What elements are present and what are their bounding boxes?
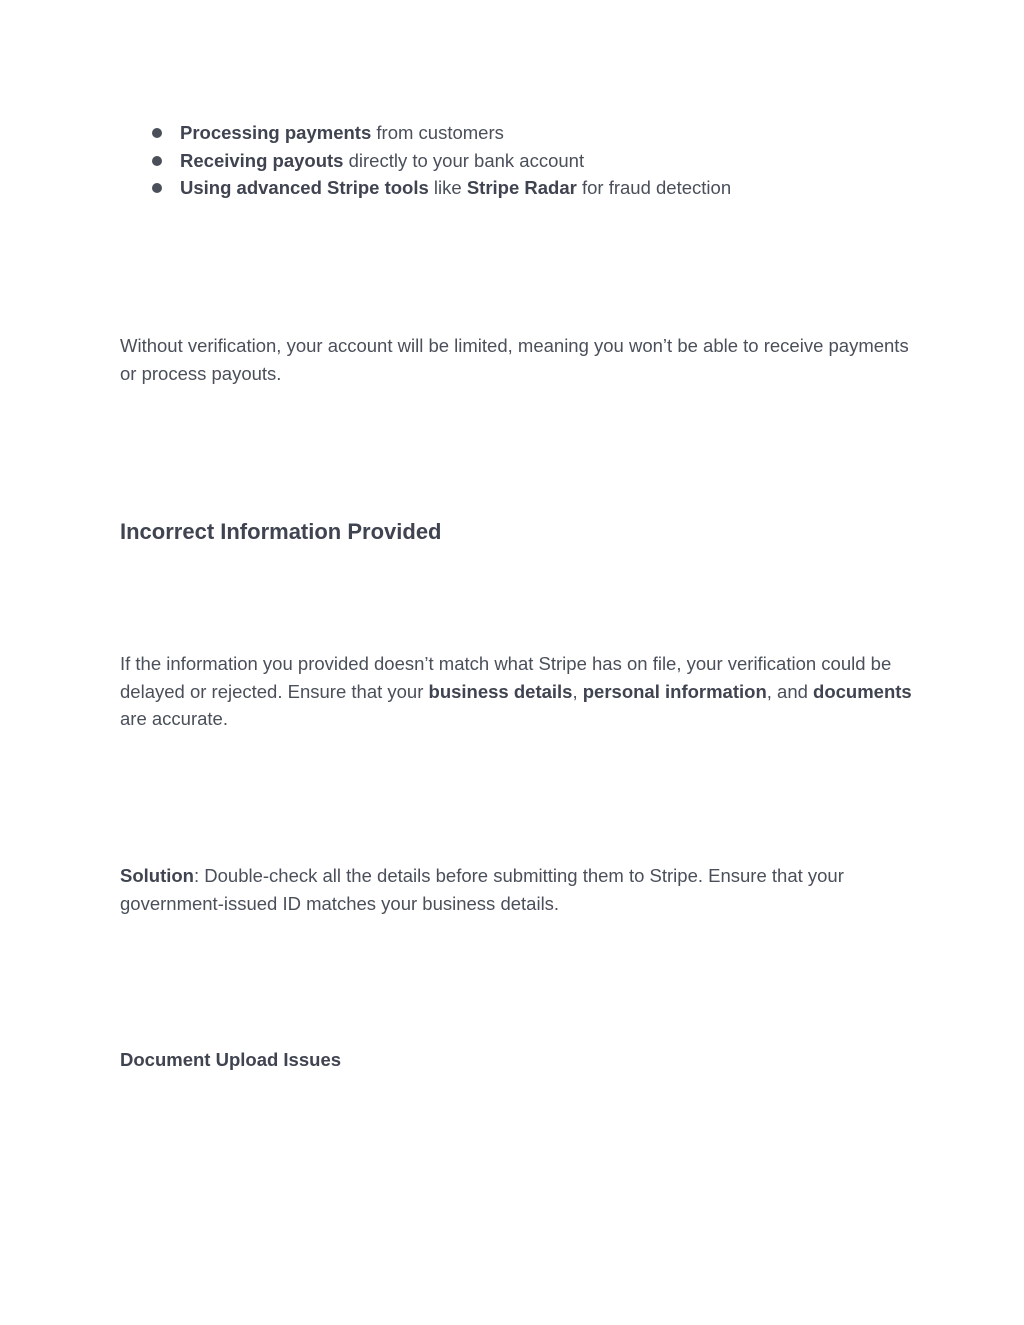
- bullet-icon: [152, 156, 162, 166]
- list-item: [120, 147, 920, 175]
- limited-account-paragraph: Without verification, your account will be limited, meaning you won’t be able to receive payments or process payouts.: [120, 335, 909, 384]
- incorrect-info-paragraph: [120, 650, 920, 733]
- bullet-icon: [152, 183, 162, 193]
- list-item-bold: Using advanced Stripe tools: [180, 177, 429, 199]
- personal-information-bold: personal information: [582, 680, 767, 702]
- paragraph-text: ,: [572, 680, 583, 702]
- paragraph-text: If the information you provided doesn’t match what Stripe has on file, your verification could be delayed or rejected. Ensure that your: [120, 653, 892, 702]
- list-item-text: for fraud detection: [576, 177, 732, 199]
- solution-text: : Double-check all the details before submitting them to Stripe. Ensure that your government-issued ID matches your business details.: [120, 865, 844, 914]
- business-details-bold: business details: [428, 680, 573, 702]
- solution-label: Solution: [120, 865, 194, 886]
- paragraph-text: are accurate.: [120, 708, 228, 730]
- documents-bold: documents: [813, 680, 912, 702]
- list-item-text: from customers: [371, 122, 504, 143]
- incorrect-info-heading: Incorrect Information Provided: [120, 519, 442, 544]
- benefits-list: [120, 119, 920, 202]
- list-item-bold: Receiving payouts: [180, 149, 344, 171]
- list-item-text: directly to your bank account: [343, 149, 585, 171]
- list-item: [120, 174, 920, 202]
- solution-paragraph: [120, 862, 920, 917]
- paragraph-text: , and: [766, 680, 814, 702]
- document-upload-heading: Document Upload Issues: [120, 1049, 342, 1070]
- list-item-text: like: [428, 177, 467, 199]
- bullet-icon: [152, 128, 162, 138]
- list-item: [120, 119, 920, 147]
- list-item-bold-secondary: Stripe Radar: [466, 177, 577, 199]
- list-item-bold: Processing payments: [180, 122, 372, 143]
